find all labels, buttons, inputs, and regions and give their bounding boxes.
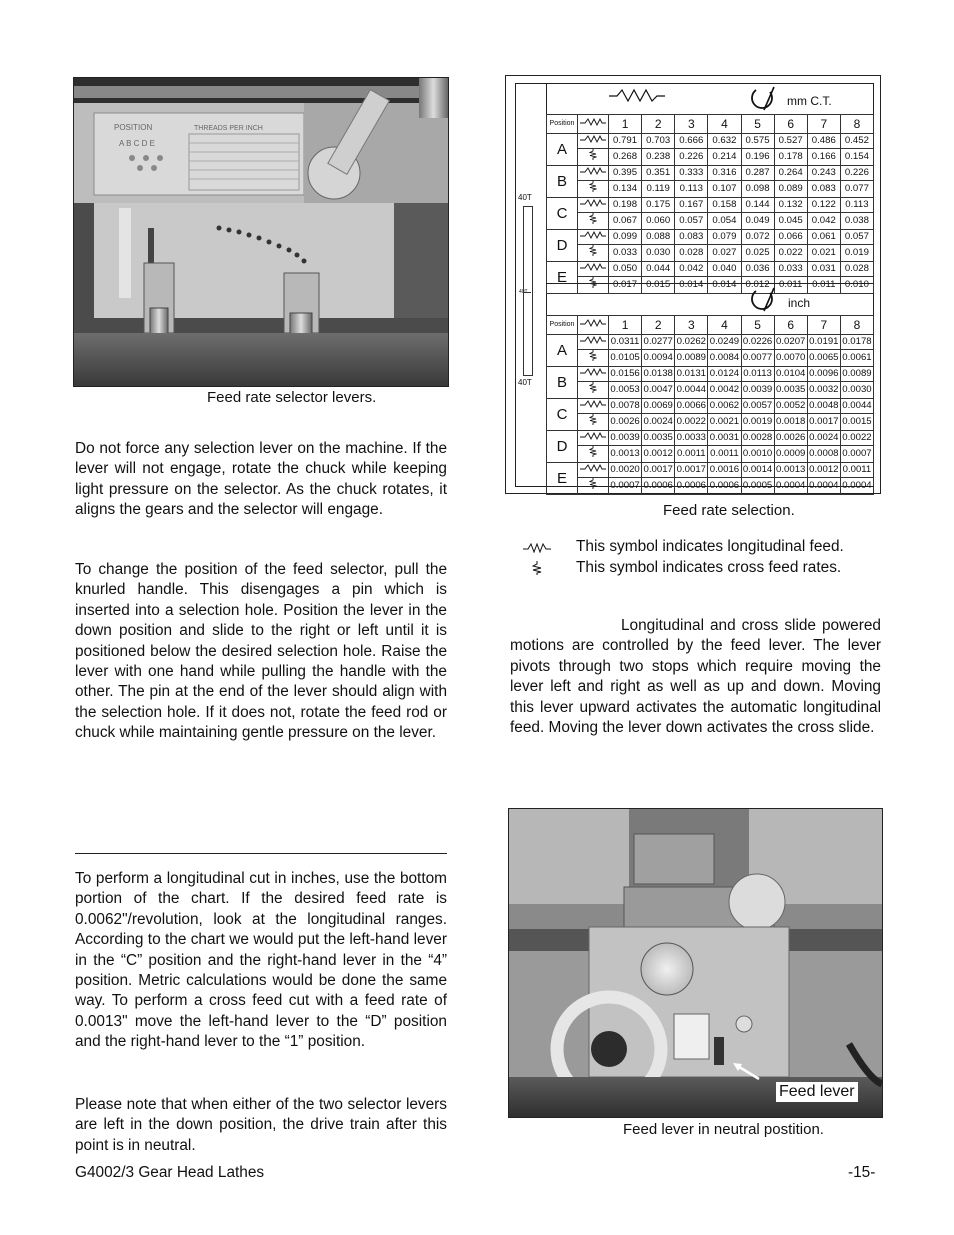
- feed-rate-value: 0.0089: [840, 367, 873, 382]
- position-letter: D: [547, 431, 578, 463]
- position-letter: A: [547, 335, 578, 367]
- metric-header: [546, 84, 873, 115]
- feed-rate-value: 0.0048: [807, 399, 840, 414]
- feed-rate-value: 0.044: [642, 262, 675, 277]
- plate-title: THREADS PER INCH: [194, 125, 263, 132]
- gear-bar: [523, 206, 533, 376]
- feed-rate-value: 0.113: [840, 198, 873, 213]
- feed-rate-value: 0.0031: [708, 431, 741, 446]
- feed-rate-value: 0.0069: [642, 399, 675, 414]
- feed-rate-value: 0.010: [840, 277, 873, 294]
- feed-rate-value: 0.088: [642, 230, 675, 245]
- position-letter: B: [547, 166, 578, 198]
- cross-feed-icon: [578, 382, 609, 399]
- feed-rate-value: 0.033: [609, 245, 642, 262]
- feed-rate-value: 0.452: [840, 134, 873, 149]
- feed-rate-value: 0.0039: [741, 382, 774, 399]
- feed-rate-value: 0.0017: [642, 463, 675, 478]
- feed-rate-value: 0.0138: [642, 367, 675, 382]
- feed-rate-value: 0.632: [708, 134, 741, 149]
- feed-rate-value: 0.072: [741, 230, 774, 245]
- cross-feed-icon: [578, 478, 609, 495]
- metric-unit: mm C.T.: [787, 94, 832, 108]
- feed-rate-value: 0.019: [840, 245, 873, 262]
- feed-rate-value: 0.060: [642, 213, 675, 230]
- cross-feed-icon: [578, 446, 609, 463]
- feed-rate-value: 0.0094: [642, 350, 675, 367]
- feed-rate-value: 0.0065: [807, 350, 840, 367]
- selector-levers-photo: [73, 77, 449, 387]
- feed-rate-value: 0.0066: [675, 399, 708, 414]
- feed-rate-value: 0.079: [708, 230, 741, 245]
- footer-title: G4002/3 Gear Head Lathes: [75, 1164, 265, 1181]
- feed-rate-value: 0.0015: [840, 414, 873, 431]
- feed-rate-value: 0.196: [741, 149, 774, 166]
- feed-rate-value: 0.154: [840, 149, 873, 166]
- gear-strip: [516, 84, 547, 486]
- feed-rate-value: 0.0089: [675, 350, 708, 367]
- longitudinal-icon: [578, 198, 609, 213]
- feed-rate-value: 0.0024: [642, 414, 675, 431]
- feed-rate-value: 0.226: [675, 149, 708, 166]
- feed-rate-value: 0.083: [807, 181, 840, 198]
- feed-rate-value: 0.0010: [741, 446, 774, 463]
- feed-rate-value: 0.226: [840, 166, 873, 181]
- feed-rate-value: 0.0026: [609, 414, 642, 431]
- feed-rate-value: 0.0013: [609, 446, 642, 463]
- longitudinal-icon: [578, 335, 609, 350]
- longitudinal-icon: [578, 230, 609, 245]
- position-letter: C: [547, 198, 578, 230]
- feed-rate-value: 0.0053: [609, 382, 642, 399]
- feed-rate-value: 0.028: [675, 245, 708, 262]
- feed-rate-value: 0.040: [708, 262, 741, 277]
- column-header: 4: [708, 115, 741, 134]
- feed-rate-value: 0.0019: [741, 414, 774, 431]
- cross-feed-icon: [532, 561, 542, 575]
- left-paragraph-2: To change the position of the feed selector, pull the knurled handle. This disengages a pin which is inserted into a selection hole. Position the lever in the down position and slide to the right or left until it is positioned below the desired selection hole. Raise the lever with one hand while pulling the handle with the other. The pin at the end of the lever should align with the selection hole. If it does not, rotate the feed rod or chuck while maintaining gentle pressure on the lever.: [75, 561, 447, 742]
- longitudinal-icon: [578, 367, 609, 382]
- feed-rate-value: 0.0035: [642, 431, 675, 446]
- feed-rate-value: 0.0026: [774, 431, 807, 446]
- feed-rate-value: 0.0012: [642, 446, 675, 463]
- feed-rate-value: 0.119: [642, 181, 675, 198]
- feed-rate-value: 0.0078: [609, 399, 642, 414]
- feed-rate-value: 0.0006: [708, 478, 741, 495]
- cross-feed-icon: [578, 414, 609, 431]
- feed-rate-value: 0.214: [708, 149, 741, 166]
- feed-rate-value: 0.025: [741, 245, 774, 262]
- position-letter: E: [547, 262, 578, 294]
- feed-rate-value: 0.0014: [741, 463, 774, 478]
- column-header: 3: [675, 316, 708, 335]
- feed-rate-value: 0.050: [609, 262, 642, 277]
- feed-rate-value: 0.014: [675, 277, 708, 294]
- feed-rate-value: 0.0131: [675, 367, 708, 382]
- feed-rate-value: 0.0005: [741, 478, 774, 495]
- column-header: 3: [675, 115, 708, 134]
- feed-rate-value: 0.0018: [774, 414, 807, 431]
- feed-rate-value: 0.527: [774, 134, 807, 149]
- gear-label-top: 40T: [518, 193, 532, 202]
- metric-dial-icon: [749, 86, 775, 112]
- column-header: 1: [609, 115, 642, 134]
- page-number: -15-: [848, 1164, 876, 1181]
- photo1-caption: Feed rate selector levers.: [207, 389, 377, 406]
- column-header: 5: [741, 316, 774, 335]
- feed-rate-value: 0.0021: [708, 414, 741, 431]
- feed-rate-value: 0.333: [675, 166, 708, 181]
- feed-rate-value: 0.0207: [774, 335, 807, 350]
- feed-rate-value: 0.0011: [675, 446, 708, 463]
- feed-rate-value: 0.0042: [708, 382, 741, 399]
- feed-rate-value: 0.0070: [774, 350, 807, 367]
- feed-rate-value: 0.0020: [609, 463, 642, 478]
- feed-rate-value: 0.0044: [675, 382, 708, 399]
- gear-bar-divider: [523, 292, 531, 293]
- longitudinal-symbol-large: [609, 88, 665, 102]
- feed-rate-value: 0.0011: [840, 463, 873, 478]
- cross-feed-icon: [578, 149, 609, 166]
- feed-rate-value: 0.0011: [708, 446, 741, 463]
- feed-rate-value: 0.0039: [609, 431, 642, 446]
- feed-rate-value: 0.0044: [840, 399, 873, 414]
- feed-rate-value: 0.0057: [741, 399, 774, 414]
- feed-rate-value: 0.264: [774, 166, 807, 181]
- feed-rate-value: 0.0113: [741, 367, 774, 382]
- feed-rate-value: 0.0096: [807, 367, 840, 382]
- feed-rate-value: 0.134: [609, 181, 642, 198]
- feed-rate-value: 0.0084: [708, 350, 741, 367]
- feed-rate-value: 0.083: [675, 230, 708, 245]
- position-letter: C: [547, 399, 578, 431]
- feed-rate-value: 0.175: [642, 198, 675, 213]
- feed-rate-value: 0.0178: [840, 335, 873, 350]
- feed-rate-value: 0.0022: [675, 414, 708, 431]
- feed-rate-value: 0.575: [741, 134, 774, 149]
- feed-rate-value: 0.0004: [840, 478, 873, 495]
- gear-label-small: 40T: [519, 289, 528, 295]
- feed-rate-value: 0.014: [708, 277, 741, 294]
- feed-rate-value: 0.0004: [774, 478, 807, 495]
- column-header: 5: [741, 115, 774, 134]
- longitudinal-icon: [578, 463, 609, 478]
- feed-rate-value: 0.486: [807, 134, 840, 149]
- position-label: Position: [547, 316, 578, 335]
- column-header: 6: [774, 115, 807, 134]
- feed-rate-value: 0.030: [642, 245, 675, 262]
- feed-rate-value: 0.113: [675, 181, 708, 198]
- feed-rate-value: 0.022: [774, 245, 807, 262]
- feed-rate-value: 0.027: [708, 245, 741, 262]
- feed-rate-value: 0.107: [708, 181, 741, 198]
- cross-feed-icon: [578, 245, 609, 262]
- feed-rate-value: 0.0047: [642, 382, 675, 399]
- feed-rate-value: 0.0226: [741, 335, 774, 350]
- feed-rate-value: 0.287: [741, 166, 774, 181]
- feed-rate-value: 0.243: [807, 166, 840, 181]
- inch-dial-icon: [749, 287, 775, 313]
- feed-rate-value: 0.0009: [774, 446, 807, 463]
- feed-rate-value: 0.0052: [774, 399, 807, 414]
- longitudinal-icon: [578, 166, 609, 181]
- inch-table: [546, 315, 874, 495]
- feed-rate-value: 0.031: [807, 262, 840, 277]
- feed-rate-value: 0.0017: [675, 463, 708, 478]
- feed-rate-value: 0.0061: [840, 350, 873, 367]
- feed-rate-value: 0.144: [741, 198, 774, 213]
- feed-rate-value: 0.395: [609, 166, 642, 181]
- feed-rate-value: 0.0249: [708, 335, 741, 350]
- photo2-caption: Feed lever in neutral postition.: [623, 1121, 824, 1138]
- feed-rate-value: 0.166: [807, 149, 840, 166]
- right-paragraph: Longitudinal and cross slide powered motions are controlled by the feed lever. The lever pivots through two stops which require moving the lever left and right as well as up and down. Moving this lever upward activates the automatic longitudinal feed. Moving the lever down activates the cross slide.: [510, 617, 881, 737]
- feed-rate-value: 0.067: [609, 213, 642, 230]
- feed-rate-value: 0.351: [642, 166, 675, 181]
- feed-rate-value: 0.0311: [609, 335, 642, 350]
- longitudinal-icon: [578, 431, 609, 446]
- feed-rate-value: 0.0006: [675, 478, 708, 495]
- feed-rate-value: 0.057: [840, 230, 873, 245]
- feed-rate-value: 0.045: [774, 213, 807, 230]
- section-rule: [75, 853, 447, 854]
- feed-rate-value: 0.0124: [708, 367, 741, 382]
- feed-rate-value: 0.238: [642, 149, 675, 166]
- gear-label-mid: 40T: [518, 378, 532, 387]
- column-header: 4: [708, 316, 741, 335]
- feed-rate-value: 0.122: [807, 198, 840, 213]
- longitudinal-icon: [578, 316, 609, 335]
- feed-rate-value: 0.011: [774, 277, 807, 294]
- longitudinal-icon: [578, 262, 609, 277]
- cross-feed-icon: [578, 181, 609, 198]
- feed-rate-value: 0.077: [840, 181, 873, 198]
- feed-rate-value: 0.038: [840, 213, 873, 230]
- feed-rate-value: 0.316: [708, 166, 741, 181]
- feed-rate-value: 0.0004: [807, 478, 840, 495]
- legend-longitudinal: This symbol indicates longitudinal feed.: [576, 538, 844, 555]
- feed-rate-value: 0.0007: [840, 446, 873, 463]
- feed-rate-value: 0.0262: [675, 335, 708, 350]
- feed-rate-value: 0.0022: [840, 431, 873, 446]
- feed-rate-value: 0.015: [642, 277, 675, 294]
- feed-rate-value: 0.099: [609, 230, 642, 245]
- left-paragraph-1: Do not force any selection lever on the machine. If the lever will not engage, rotate the chuck while keeping light pressure on the selector. As the chuck rotates, it aligns the gears and the selector will engage.: [75, 440, 447, 519]
- feed-rate-value: 0.0033: [675, 431, 708, 446]
- column-header: 2: [642, 115, 675, 134]
- feed-rate-value: 0.042: [675, 262, 708, 277]
- longitudinal-icon: [578, 134, 609, 149]
- feed-rate-value: 0.061: [807, 230, 840, 245]
- longitudinal-icon: [578, 399, 609, 414]
- feed-rate-value: 0.0191: [807, 335, 840, 350]
- feed-rate-value: 0.042: [807, 213, 840, 230]
- feed-rate-value: 0.0028: [741, 431, 774, 446]
- feed-rate-value: 0.021: [807, 245, 840, 262]
- feed-rate-value: 0.0024: [807, 431, 840, 446]
- feed-rate-value: 0.0156: [609, 367, 642, 382]
- feed-rate-value: 0.098: [741, 181, 774, 198]
- feed-lever-label: Feed lever: [776, 1082, 858, 1102]
- feed-rate-value: 0.0062: [708, 399, 741, 414]
- feed-rate-value: 0.0017: [807, 414, 840, 431]
- left-paragraph-3: To perform a longitudinal cut in inches, use the bottom portion of the chart. If the desired feed rate is 0.0062"/revolution, look at the longitudinal ranges. According to the chart we would put the left-hand lever in the “C” position and the right-hand lever in the “4” position. Metric calculations would be done the same way. To perform a cross feed cut with a feed rate of 0.0013" move the left-hand lever to the “D” position and the right-hand lever to the “1” position.: [75, 870, 447, 1051]
- feed-rate-value: 0.198: [609, 198, 642, 213]
- feed-rate-value: 0.0016: [708, 463, 741, 478]
- column-header: 6: [774, 316, 807, 335]
- feed-rate-value: 0.0008: [807, 446, 840, 463]
- column-header: 1: [609, 316, 642, 335]
- feed-rate-value: 0.0007: [609, 478, 642, 495]
- feed-rate-value: 0.158: [708, 198, 741, 213]
- feed-rate-chart: [505, 75, 881, 494]
- cross-feed-icon: [578, 213, 609, 230]
- column-header: 7: [807, 316, 840, 335]
- feed-rate-value: 0.0012: [807, 463, 840, 478]
- column-header: 2: [642, 316, 675, 335]
- feed-rate-value: 0.033: [774, 262, 807, 277]
- feed-rate-value: 0.666: [675, 134, 708, 149]
- metric-table: [546, 114, 874, 294]
- feed-rate-value: 0.0104: [774, 367, 807, 382]
- feed-rate-value: 0.012: [741, 277, 774, 294]
- longitudinal-feed-icon: [523, 543, 551, 553]
- cross-feed-icon: [578, 350, 609, 367]
- column-header: 8: [840, 316, 873, 335]
- feed-rate-value: 0.178: [774, 149, 807, 166]
- position-letter: A: [547, 134, 578, 166]
- legend-cross: This symbol indicates cross feed rates.: [576, 559, 842, 576]
- inch-header: [546, 283, 873, 316]
- feed-rate-value: 0.0013: [774, 463, 807, 478]
- feed-lever-photo: [508, 808, 883, 1118]
- position-letter: E: [547, 463, 578, 495]
- feed-rate-value: 0.268: [609, 149, 642, 166]
- longitudinal-icon: [578, 115, 609, 134]
- plate-letters: A B C D E: [119, 139, 156, 148]
- feed-rate-value: 0.0030: [840, 382, 873, 399]
- feed-rate-value: 0.054: [708, 213, 741, 230]
- feed-rate-value: 0.0032: [807, 382, 840, 399]
- feed-rate-value: 0.011: [807, 277, 840, 294]
- feed-rate-value: 0.066: [774, 230, 807, 245]
- inch-unit: inch: [788, 296, 811, 310]
- feed-rate-value: 0.0105: [609, 350, 642, 367]
- feed-rate-value: 0.791: [609, 134, 642, 149]
- position-letter: D: [547, 230, 578, 262]
- left-paragraph-4: Please note that when either of the two selector levers are left in the down position, the drive train after this point is in neutral.: [75, 1096, 447, 1154]
- feed-rate-value: 0.057: [675, 213, 708, 230]
- feed-rate-value: 0.017: [609, 277, 642, 294]
- feed-rate-value: 0.089: [774, 181, 807, 198]
- feed-rate-value: 0.028: [840, 262, 873, 277]
- feed-rate-value: 0.0077: [741, 350, 774, 367]
- position-label: Position: [547, 115, 578, 134]
- position-letter: B: [547, 367, 578, 399]
- chart-caption: Feed rate selection.: [663, 502, 795, 519]
- feed-rate-value: 0.132: [774, 198, 807, 213]
- feed-rate-value: 0.049: [741, 213, 774, 230]
- feed-rate-value: 0.0006: [642, 478, 675, 495]
- column-header: 7: [807, 115, 840, 134]
- feed-rate-value: 0.036: [741, 262, 774, 277]
- feed-rate-value: 0.167: [675, 198, 708, 213]
- column-header: 8: [840, 115, 873, 134]
- feed-rate-value: 0.703: [642, 134, 675, 149]
- feed-rate-value: 0.0035: [774, 382, 807, 399]
- plate-position-label: POSITION: [114, 123, 153, 132]
- feed-rate-value: 0.0277: [642, 335, 675, 350]
